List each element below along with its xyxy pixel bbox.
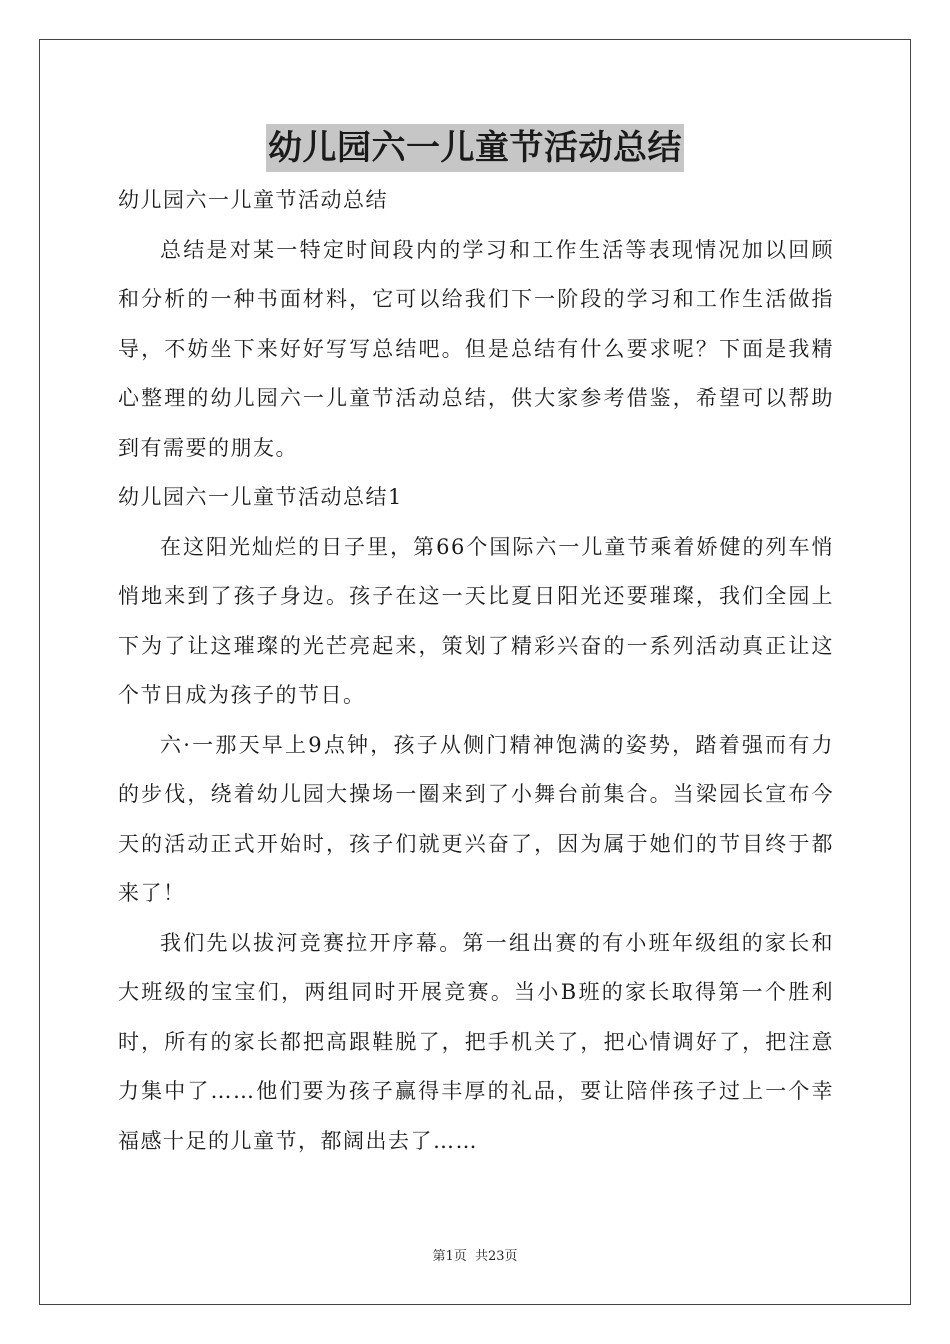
page-number: 第1页 (432, 1249, 467, 1264)
section-heading: 幼儿园六一儿童节活动总结1 (118, 485, 403, 509)
body-paragraph: 在这阳光灿烂的日子里，第66个国际六一儿童节乘着娇健的列车悄悄地来到了孩子身边。孩子在这一天比夏日阳光还要璀璨，我们全园上下为了让这璀璨的光芒亮起来，策划了精彩兴奋的一系列活动真正让这个节日成为孩子的节日。 (118, 534, 834, 707)
title-container (0, 124, 950, 172)
document-subtitle: 幼儿园六一儿童节活动总结 (118, 188, 388, 212)
page-footer (0, 1245, 950, 1264)
document-title: 幼儿园六一儿童节活动总结 (266, 124, 684, 172)
intro-paragraph: 总结是对某一特定时间段内的学习和工作生活等表现情况加以回顾和分析的一种书面材料，它可以给我们下一阶段的学习和工作生活做指导，不妨坐下来好好写写总结吧。但是总结有什么要求呢？下面是我精心整理的幼儿园六一儿童节活动总结，供大家参考借鉴，希望可以帮助到有需要的朋友。 (118, 237, 834, 460)
document-body (118, 176, 834, 1166)
body-paragraph: 六·一那天早上9点钟，孩子从侧门精神饱满的姿势，踏着强而有力的步伐，绕着幼儿园大操场一圈来到了小舞台前集合。当梁园长宣布今天的活动正式开始时，孩子们就更兴奋了，因为属于她们的节目终于都来了！ (118, 732, 834, 905)
page-total: 共23页 (474, 1249, 518, 1264)
body-paragraph: 我们先以拔河竞赛拉开序幕。第一组出赛的有小班年级组的家长和大班级的宝宝们，两组同时开展竞赛。当小B班的家长取得第一个胜利时，所有的家长都把高跟鞋脱了，把手机关了，把心情调好了，把注意力集中了……他们要为孩子赢得丰厚的礼品，要让陪伴孩子过上一个幸福感十足的儿童节，都阔出去了…… (118, 930, 834, 1153)
